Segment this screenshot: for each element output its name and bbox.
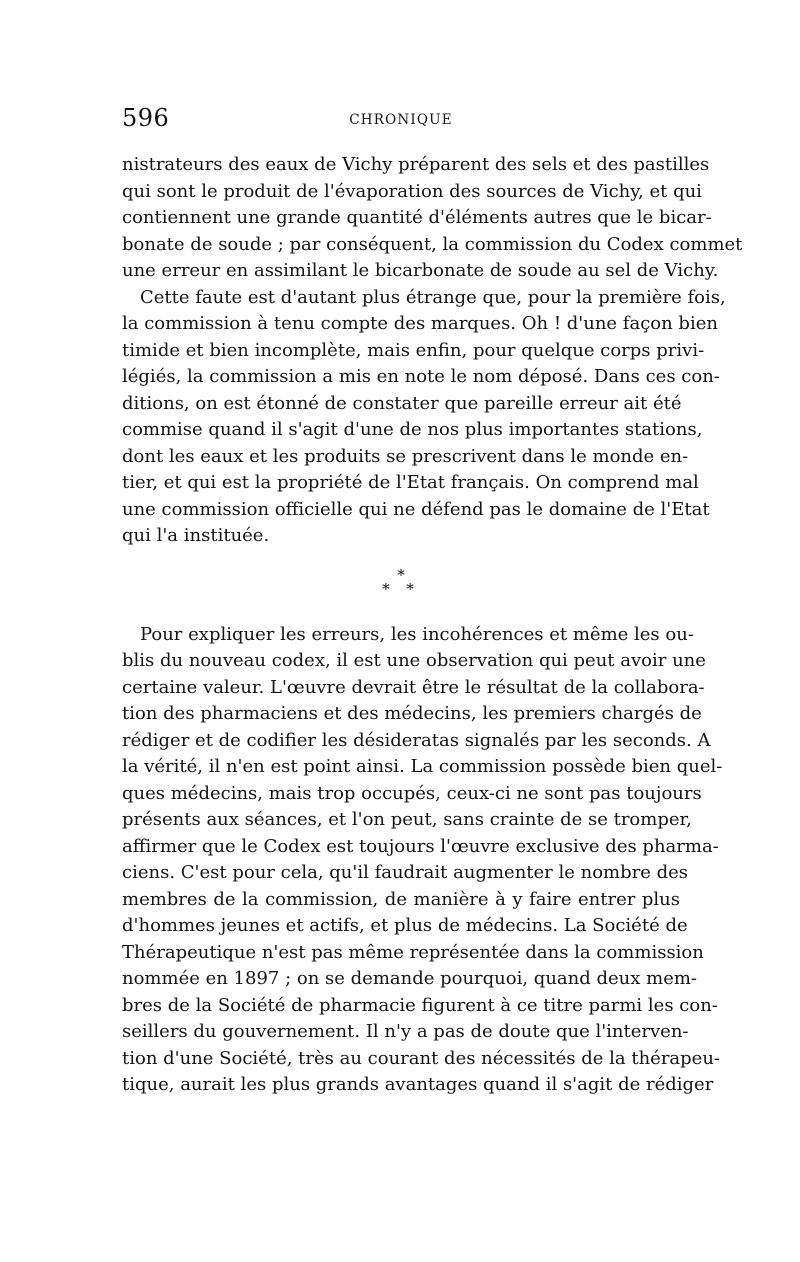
page-header <box>122 104 680 134</box>
text-line: membres de la commission, de manière à y faire entrer plus <box>122 888 680 910</box>
text-line: tion d'une Société, très au courant des nécessités de la thérapeu- <box>122 1047 721 1069</box>
paragraph <box>122 152 743 285</box>
paragraph <box>122 285 726 550</box>
text-line: contiennent une grande quantité d'éléments autres que le bicar- <box>122 207 712 228</box>
text-line: légiés, la commission a mis en note le nom déposé. Dans ces con- <box>122 366 720 387</box>
text-line: d'hommes jeunes et actifs, et plus de médecins. La Société de <box>122 915 688 936</box>
text-line: Thérapeutique n'est pas même représentée dans la commission <box>122 941 704 963</box>
body-text <box>122 152 743 1099</box>
text-line: tion des pharmaciens et des médecins, les premiers chargés de <box>122 703 702 724</box>
text-line: seillers du gouvernement. Il n'y a pas de doute que l'interven- <box>122 1021 689 1042</box>
text-line: bres de la Société de pharmacie figurent à ce titre parmi les con- <box>122 994 718 1016</box>
text-line: rédiger et de codifier les désideratas signalés par les seconds. A <box>122 729 711 751</box>
section-separator <box>122 560 680 610</box>
text-line: qui sont le produit de l'évaporation des sources de Vichy, et qui <box>122 180 702 202</box>
text-line: ques médecins, mais trop occupés, ceux-ci ne sont pas toujours <box>122 782 702 804</box>
text-line: qui l'a instituée. <box>122 525 270 546</box>
text-line: Pour expliquer les erreurs, les incohérences et même les ou- <box>140 623 694 645</box>
page-number: 596 <box>122 104 170 132</box>
text-line: tique, aurait les plus grands avantages quand il s'agit de rédiger <box>122 1074 714 1095</box>
text-line: présents aux séances, et l'on peut, sans crainte de se tromper, <box>122 809 692 830</box>
text-line: une commission officielle qui ne défend pas le domaine de l'Etat <box>122 498 710 520</box>
text-line: certaine valeur. L'œuvre devrait être le résultat de la collabora- <box>122 676 705 698</box>
paragraph <box>122 622 723 1099</box>
text-line: commise quand il s'agit d'une de nos plus importantes stations, <box>122 419 703 440</box>
text-line: timide et bien incomplète, mais enfin, pour quelque corps privi- <box>122 339 705 361</box>
text-line: Cette faute est d'autant plus étrange que, pour la première fois, <box>140 286 726 308</box>
text-line: ditions, on est étonné de constater que pareille erreur ait été <box>122 392 682 414</box>
text-line: la vérité, il n'en est point ainsi. La commission possède bien quel- <box>122 756 723 777</box>
text-line: dont les eaux et les produits se prescrivent dans le monde en- <box>122 445 689 467</box>
text-line: ciens. C'est pour cela, qu'il faudrait augmenter le nombre des <box>122 862 689 883</box>
asterism-top: * <box>397 565 405 584</box>
asterism-bottom: * * <box>382 579 420 598</box>
text-line: tier, et qui est la propriété de l'Etat français. On comprend mal <box>122 472 699 493</box>
text-line: blis du nouveau codex, il est une observation qui peut avoir une <box>122 650 706 671</box>
text-line: nistrateurs des eaux de Vichy préparent des sels et des pastilles <box>122 154 710 175</box>
running-head: CHRONIQUE <box>349 112 453 128</box>
text-line: affirmer que le Codex est toujours l'œuvre exclusive des pharma- <box>122 835 719 857</box>
text-line: nommée en 1897 ; on se demande pourquoi, quand deux mem- <box>122 968 698 989</box>
text-line: une erreur en assimilant le bicarbonate de soude au sel de Vichy. <box>122 260 719 281</box>
text-line: bonate de soude ; par conséquent, la commission du Codex commet <box>122 233 743 255</box>
text-line: la commission à tenu compte des marques. Oh ! d'une façon bien <box>122 313 718 334</box>
